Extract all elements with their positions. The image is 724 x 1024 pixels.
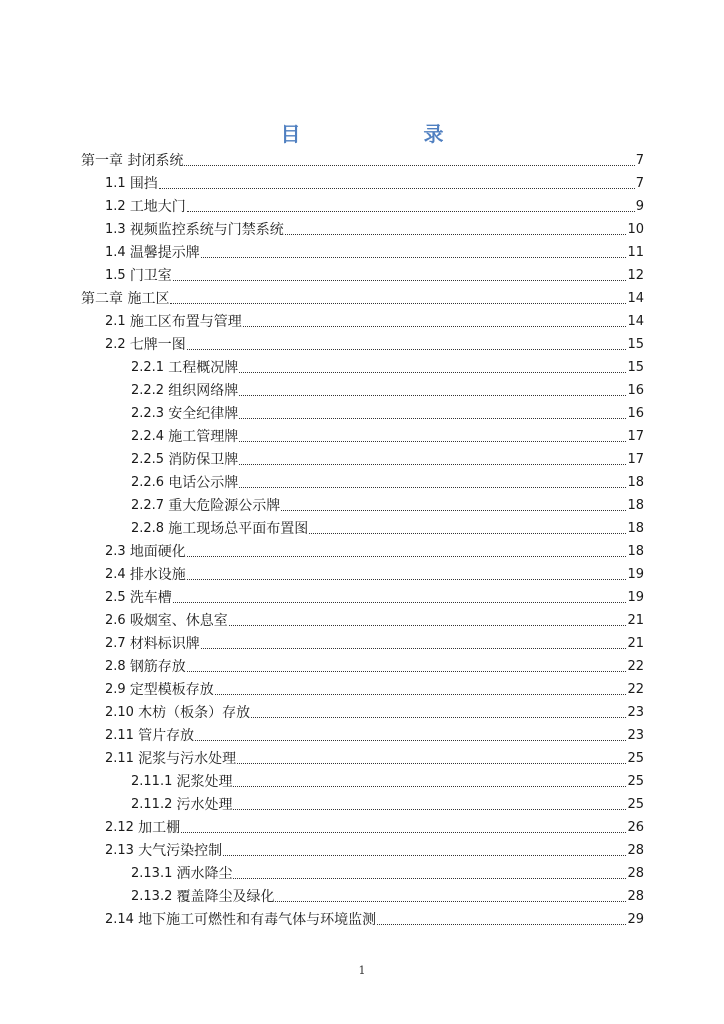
toc-entry-page-number: 16 — [627, 406, 644, 421]
toc-title: 目 录 — [280, 122, 502, 146]
dot-leader — [239, 371, 626, 373]
toc-entry-page-number: 17 — [627, 429, 644, 444]
toc-entry[interactable] — [0, 516, 724, 539]
toc-entry-number: 2.4 — [105, 567, 130, 582]
toc-entry-number: 2.13 — [105, 843, 139, 858]
dot-leader — [377, 923, 626, 925]
toc-entry-page-number: 29 — [627, 912, 644, 927]
toc-entry-number: 2.3 — [105, 544, 130, 559]
dot-leader — [285, 233, 627, 235]
toc-entry[interactable] — [0, 723, 724, 746]
toc-entry-page-number: 7 — [635, 176, 644, 191]
toc-entry-page-number: 7 — [635, 153, 644, 168]
dot-leader — [195, 739, 626, 741]
toc-entry[interactable] — [0, 884, 724, 907]
toc-entry[interactable] — [0, 171, 724, 194]
toc-entry-page-number: 17 — [627, 452, 644, 467]
toc-entry-title: 温馨提示牌 — [129, 245, 200, 261]
toc-entry[interactable] — [0, 194, 724, 217]
toc-entry-number: 2.8 — [105, 659, 130, 674]
toc-entry-page-number: 21 — [627, 636, 644, 651]
dot-leader — [201, 256, 627, 258]
toc-entry-page-number: 10 — [627, 222, 644, 237]
toc-entry[interactable] — [0, 493, 724, 516]
toc-entry-page-number: 9 — [635, 199, 644, 214]
toc-entry-title: 大气污染控制 — [138, 843, 223, 859]
toc-entry-title: 七牌一图 — [129, 337, 186, 353]
toc-entry-number: 2.2.7 — [131, 498, 169, 513]
toc-entry-title: 消防保卫牌 — [168, 452, 239, 468]
toc-entry-title: 泥浆处理 — [176, 774, 233, 790]
dot-leader — [239, 394, 626, 396]
dot-leader — [187, 555, 627, 557]
dot-leader — [181, 831, 626, 833]
toc-entry-page-number: 22 — [627, 659, 644, 674]
toc-entry[interactable] — [0, 240, 724, 263]
toc-entry-title: 吸烟室、休息室 — [129, 613, 228, 629]
toc-entry[interactable] — [0, 447, 724, 470]
toc-entry-title: 污水处理 — [176, 797, 233, 813]
dot-leader — [233, 808, 626, 810]
dot-leader — [275, 900, 626, 902]
toc-entry-title: 洒水降尘 — [176, 866, 233, 882]
toc-entry-title: 施工区布置与管理 — [129, 314, 242, 330]
toc-entry-number: 2.2 — [105, 337, 130, 352]
toc-entry-number: 1.4 — [105, 245, 130, 260]
toc-entry-page-number: 18 — [627, 498, 644, 513]
toc-entry-title: 定型模板存放 — [129, 682, 214, 698]
toc-entry-page-number: 18 — [627, 544, 644, 559]
toc-entry-title: 组织网络牌 — [168, 383, 239, 399]
toc-entry-number: 第二章 — [81, 291, 128, 307]
toc-entry-number: 1.2 — [105, 199, 130, 214]
dot-leader — [173, 279, 627, 281]
dot-leader — [159, 187, 635, 189]
toc-entry-page-number: 11 — [627, 245, 644, 260]
toc-entry-number: 2.2.4 — [131, 429, 169, 444]
toc-entry-title: 排水设施 — [129, 567, 186, 583]
dot-leader — [170, 302, 626, 304]
toc-entry-number: 1.1 — [105, 176, 130, 191]
toc-entry[interactable] — [0, 700, 724, 723]
toc-entry-number: 2.11.1 — [131, 774, 177, 789]
toc-entry-number: 1.5 — [105, 268, 130, 283]
toc-entry[interactable] — [0, 424, 724, 447]
dot-leader — [233, 785, 626, 787]
toc-entry-page-number: 19 — [627, 590, 644, 605]
dot-leader — [223, 854, 626, 856]
toc-entry-page-number: 16 — [627, 383, 644, 398]
toc-entry-title: 材料标识牌 — [129, 636, 200, 652]
toc-entry-number: 2.14 — [105, 912, 139, 927]
toc-entry[interactable] — [0, 792, 724, 815]
toc-entry[interactable] — [0, 286, 724, 309]
dot-leader — [281, 509, 626, 511]
toc-entry-title: 围挡 — [129, 176, 158, 192]
toc-entry-number: 2.10 — [105, 705, 139, 720]
toc-entry-title: 工地大门 — [129, 199, 186, 215]
toc-entry-title: 地下施工可燃性和有毒气体与环境监测 — [138, 912, 377, 928]
toc-entry[interactable] — [0, 654, 724, 677]
toc-entry-page-number: 23 — [627, 705, 644, 720]
toc-entry[interactable] — [0, 907, 724, 930]
toc-entry-title: 门卫室 — [129, 268, 172, 284]
toc-entry-number: 2.13.1 — [131, 866, 177, 881]
toc-entry-page-number: 22 — [627, 682, 644, 697]
toc-entry-title: 钢筋存放 — [129, 659, 186, 675]
toc-entry-number: 2.12 — [105, 820, 139, 835]
dot-leader — [187, 578, 627, 580]
toc-entry[interactable] — [0, 677, 724, 700]
toc-entry-page-number: 18 — [627, 521, 644, 536]
toc-entry[interactable] — [0, 355, 724, 378]
toc-entry-page-number: 21 — [627, 613, 644, 628]
toc-entry-page-number: 14 — [627, 314, 644, 329]
table-of-contents — [0, 148, 724, 930]
toc-entry-number: 2.11 — [105, 728, 139, 743]
toc-entry[interactable] — [0, 631, 724, 654]
dot-leader — [239, 486, 626, 488]
dot-leader — [187, 210, 635, 212]
toc-entry[interactable] — [0, 378, 724, 401]
toc-entry-number: 第一章 — [81, 153, 128, 169]
toc-entry[interactable] — [0, 562, 724, 585]
toc-entry-page-number: 15 — [627, 337, 644, 352]
dot-leader — [201, 647, 627, 649]
toc-entry-page-number: 23 — [627, 728, 644, 743]
toc-entry-page-number: 25 — [627, 774, 644, 789]
toc-entry-title: 安全纪律牌 — [168, 406, 239, 422]
toc-entry[interactable] — [0, 838, 724, 861]
toc-entry-title: 重大危险源公示牌 — [168, 498, 281, 514]
toc-entry-page-number: 19 — [627, 567, 644, 582]
toc-entry-number: 2.6 — [105, 613, 130, 628]
toc-entry-number: 2.5 — [105, 590, 130, 605]
toc-entry[interactable] — [0, 769, 724, 792]
dot-leader — [239, 440, 626, 442]
toc-entry-title: 电话公示牌 — [168, 475, 239, 491]
toc-entry-title: 管片存放 — [138, 728, 195, 744]
toc-entry-number: 2.2.3 — [131, 406, 169, 421]
toc-entry-title: 地面硬化 — [129, 544, 186, 560]
toc-entry-page-number: 28 — [627, 843, 644, 858]
dot-leader — [173, 601, 627, 603]
toc-entry-number: 2.2.1 — [131, 360, 169, 375]
toc-entry[interactable] — [0, 539, 724, 562]
toc-entry-page-number: 25 — [627, 797, 644, 812]
toc-entry-page-number: 18 — [627, 475, 644, 490]
dot-leader — [237, 762, 626, 764]
toc-entry-title: 木枋（板条）存放 — [138, 705, 251, 721]
dot-leader — [239, 417, 626, 419]
footer-page-number: 1 — [358, 964, 366, 977]
toc-entry[interactable] — [0, 470, 724, 493]
dot-leader — [184, 164, 634, 166]
toc-entry-number: 2.9 — [105, 682, 130, 697]
toc-entry-number: 1.3 — [105, 222, 130, 237]
toc-entry[interactable] — [0, 746, 724, 769]
toc-entry-title: 施工区 — [127, 291, 170, 307]
toc-entry-number: 2.2.8 — [131, 521, 169, 536]
dot-leader — [251, 716, 626, 718]
toc-entry-number: 2.1 — [105, 314, 130, 329]
dot-leader — [309, 532, 626, 534]
toc-entry[interactable] — [0, 861, 724, 884]
toc-entry[interactable] — [0, 332, 724, 355]
dot-leader — [215, 693, 627, 695]
toc-entry-page-number: 12 — [627, 268, 644, 283]
toc-entry-page-number: 14 — [627, 291, 644, 306]
toc-entry[interactable] — [0, 585, 724, 608]
toc-entry-number: 2.11 — [105, 751, 139, 766]
toc-entry[interactable] — [0, 815, 724, 838]
toc-entry[interactable] — [0, 401, 724, 424]
toc-entry-title: 覆盖降尘及绿化 — [176, 889, 275, 905]
toc-entry-title: 洗车槽 — [129, 590, 172, 606]
dot-leader — [239, 463, 626, 465]
toc-entry-number: 2.11.2 — [131, 797, 177, 812]
toc-entry[interactable] — [0, 263, 724, 286]
toc-entry-number: 2.2.2 — [131, 383, 169, 398]
toc-entry-title: 加工棚 — [138, 820, 181, 836]
toc-entry-page-number: 25 — [627, 751, 644, 766]
toc-entry-title: 施工管理牌 — [168, 429, 239, 445]
toc-entry-page-number: 26 — [627, 820, 644, 835]
toc-entry-title: 视频监控系统与门禁系统 — [129, 222, 284, 238]
toc-entry-title: 封闭系统 — [127, 153, 184, 169]
toc-entry-number: 2.2.6 — [131, 475, 169, 490]
dot-leader — [229, 624, 627, 626]
dot-leader — [233, 877, 626, 879]
toc-entry-number: 2.13.2 — [131, 889, 177, 904]
toc-entry[interactable] — [0, 148, 724, 171]
toc-entry-number: 2.2.5 — [131, 452, 169, 467]
toc-entry-title: 施工现场总平面布置图 — [168, 521, 309, 537]
toc-entry-page-number: 28 — [627, 866, 644, 881]
toc-entry[interactable] — [0, 608, 724, 631]
toc-entry-page-number: 28 — [627, 889, 644, 904]
toc-entry-page-number: 15 — [627, 360, 644, 375]
dot-leader — [243, 325, 627, 327]
toc-entry-title: 工程概况牌 — [168, 360, 239, 376]
toc-entry[interactable] — [0, 217, 724, 240]
toc-entry[interactable] — [0, 309, 724, 332]
dot-leader — [187, 348, 627, 350]
toc-entry-title: 泥浆与污水处理 — [138, 751, 237, 767]
dot-leader — [187, 670, 627, 672]
toc-entry-number: 2.7 — [105, 636, 130, 651]
